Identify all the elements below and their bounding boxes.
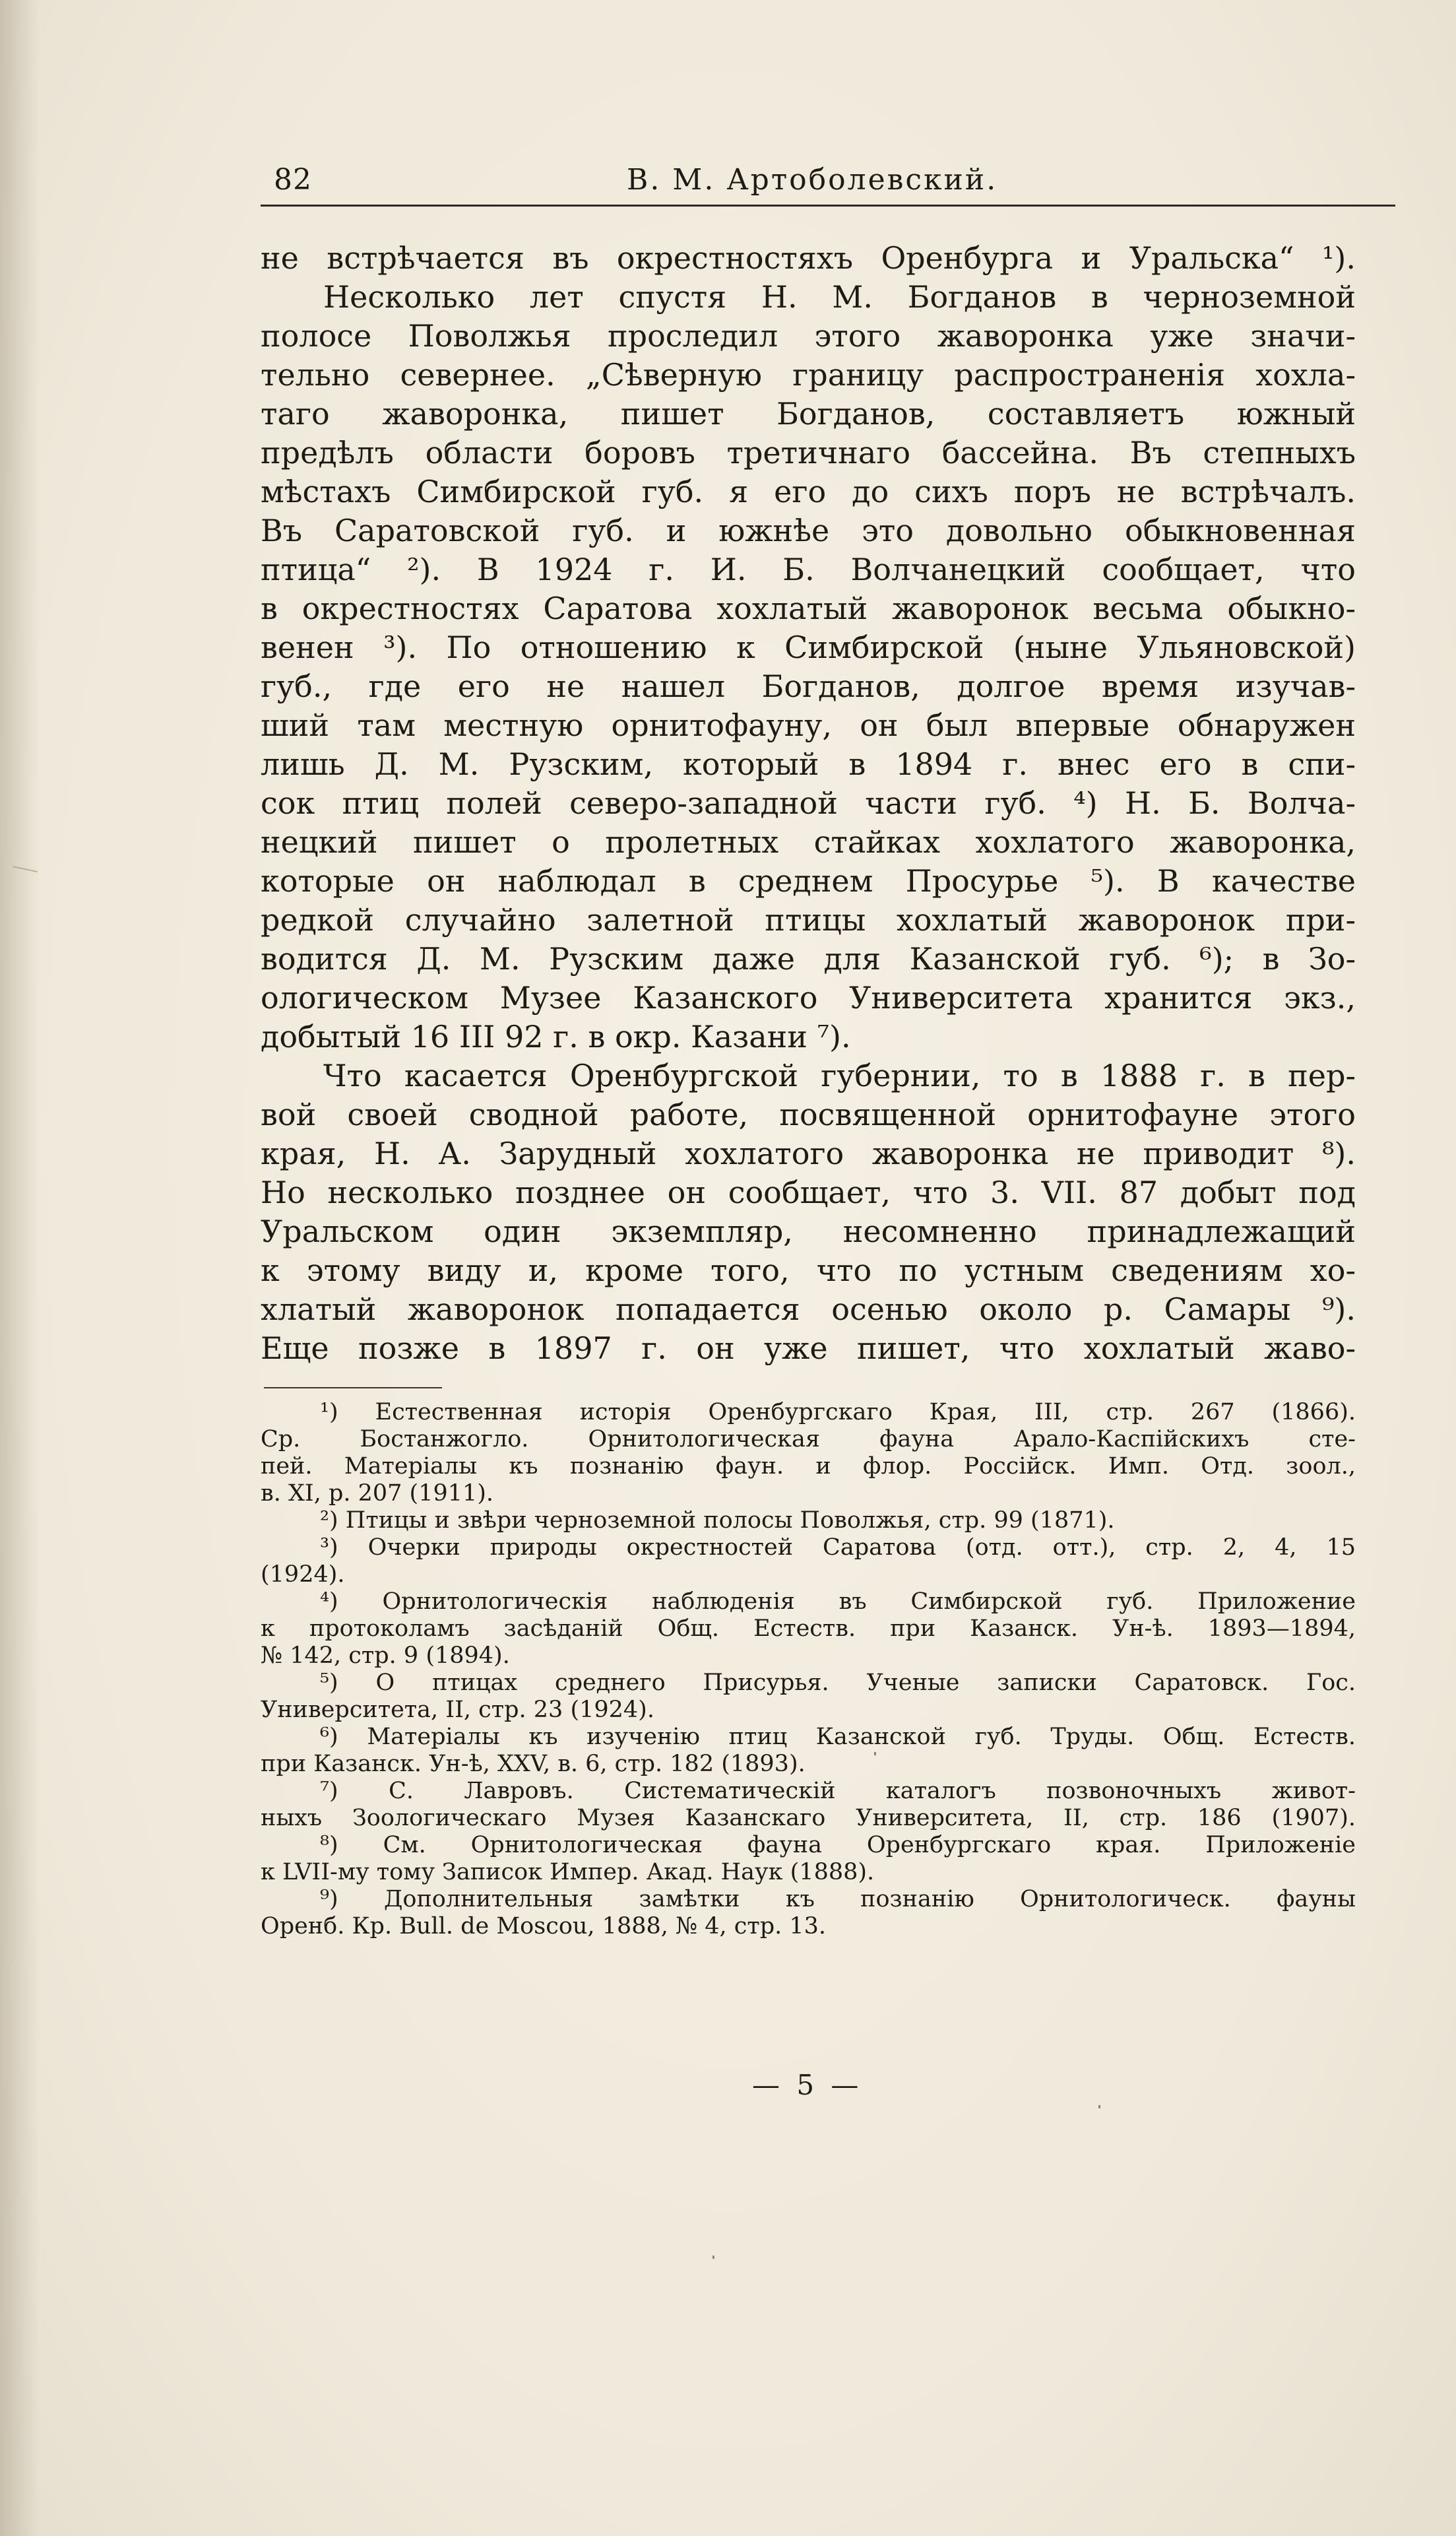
footnote-line: при Казанск. Ун-ѣ, XXV, в. 6, стр. 182 (1893). xyxy=(261,1751,806,1777)
body-line: не встрѣчается въ окрестностяхъ Оренбурга и Уральска“ ¹). xyxy=(261,240,1356,276)
footnote-line: к протоколамъ засѣданій Общ. Естеств. при Казанск. Ун-ѣ. 1893—1894, xyxy=(261,1615,1356,1642)
footnote-line: (1924). xyxy=(261,1561,345,1588)
body-line: Еще позже в 1897 г. он уже пишет, что хохлатый жаво- xyxy=(261,1330,1356,1366)
body-line: ший там местную орнитофауну, он был впервые обнаружен xyxy=(261,707,1356,743)
body-line: хлатый жаворонок попадается осенью около р. Самары ⁹). xyxy=(261,1291,1356,1327)
footnote-line: ⁵) О птицах среднего Присурья. Ученые записки Саратовск. Гос. xyxy=(320,1670,1356,1696)
body-line: которые он наблюдал в среднем Просурье ⁵). В качестве xyxy=(261,863,1356,899)
ink-speck xyxy=(874,1752,876,1755)
ink-speck xyxy=(712,2256,714,2259)
footnote-line: Университета, II, стр. 23 (1924). xyxy=(261,1697,654,1723)
footnote-line: № 142, стр. 9 (1894). xyxy=(261,1642,510,1669)
body-line: венен ³). По отношению к Симбирской (ныне Ульяновской) xyxy=(261,630,1356,665)
body-line: предѣлъ области боровъ третичнаго бассейна. Въ степныхъ xyxy=(261,435,1356,471)
body-line: добытый 16 III 92 г. в окр. Казани ⁷). xyxy=(261,1019,851,1055)
page-header xyxy=(261,155,1395,207)
ink-speck xyxy=(1098,2105,1100,2108)
footnote-line: пей. Матеріалы къ познанію фаун. и флор. Россійск. Имп. Отд. зоол., xyxy=(261,1453,1356,1479)
body-line: лишь Д. М. Рузским, который в 1894 г. внес его в спи- xyxy=(261,746,1356,782)
body-line: к этому виду и, кроме того, что по устным сведениям хо- xyxy=(261,1252,1356,1288)
footnote-line: ¹) Естественная исторія Оренбургскаго Края, III, стр. 267 (1866). xyxy=(320,1399,1356,1425)
body-line: водится Д. М. Рузским даже для Казанской губ. ⁶); в Зо- xyxy=(261,941,1356,977)
body-line: Уральском один экземпляр, несомненно принадлежащий xyxy=(261,1214,1356,1249)
footnote-line: ³) Очерки природы окрестностей Саратова (отд. отт.), стр. 2, 4, 15 xyxy=(320,1534,1356,1561)
body-text xyxy=(261,239,1356,1368)
body-line: Несколько лет спустя Н. М. Богданов в черноземной xyxy=(323,279,1356,315)
page-number: 82 xyxy=(274,163,312,197)
body-line: в окрестностях Саратова хохлатый жаворонок весьма обыкно- xyxy=(261,591,1356,626)
body-line: Но несколько позднее он сообщает, что 3. VII. 87 добыт под xyxy=(261,1175,1356,1210)
body-line: Въ Саратовской губ. и южнѣе это довольно обыкновенная xyxy=(261,513,1356,548)
body-line: Что касается Оренбургской губернии, то в 1888 г. в пер- xyxy=(323,1058,1356,1093)
body-line: края, Н. А. Зарудный хохлатого жаворонка не приводит ⁸). xyxy=(261,1136,1356,1171)
body-line: птица“ ²). В 1924 г. И. Б. Волчанецкий сообщает, что xyxy=(261,552,1356,587)
body-line: нецкий пишет о пролетных стайках хохлатого жаворонка, xyxy=(261,824,1356,860)
body-line: мѣстахъ Симбирской губ. я его до сихъ поръ не встрѣчалъ. xyxy=(261,474,1356,509)
body-line: редкой случайно залетной птицы хохлатый жаворонок при- xyxy=(261,902,1356,938)
footnote-line: ⁹) Дополнительныя замѣтки къ познанію Орнитологическ. фауны xyxy=(320,1886,1356,1912)
body-line: полосе Поволжья проследил этого жаворонка уже значи- xyxy=(261,318,1356,354)
footnote-line: ныхъ Зоологическаго Музея Казанскаго Университета, II, стр. 186 (1907). xyxy=(261,1805,1356,1831)
footnote-line: Ср. Бостанжогло. Орнитологическая фауна Арало-Каспійскихъ сте- xyxy=(261,1426,1356,1452)
body-line: ологическом Музее Казанского Университета хранится экз., xyxy=(261,980,1356,1016)
folio: — 5 — xyxy=(752,2069,863,2101)
footnote-line: ⁶) Матеріалы къ изученію птиц Казанской губ. Труды. Общ. Естеств. xyxy=(320,1724,1356,1750)
footnote-line: ²) Птицы и звѣри черноземной полосы Поволжья, стр. 99 (1871). xyxy=(320,1507,1115,1534)
body-line: губ., где его не нашел Богданов, долгое время изучав- xyxy=(261,668,1356,704)
body-line: сок птиц полей северо-западной части губ. ⁴) Н. Б. Волча- xyxy=(261,785,1356,821)
footnote-line: к LVII-му тому Записок Импер. Акад. Наук (1888). xyxy=(261,1859,875,1885)
running-head: В. М. Артоболевский. xyxy=(627,163,998,197)
footnote-line: ⁴) Орнитологическія наблюденія въ Симбирской губ. Приложение xyxy=(320,1588,1356,1615)
footnote-rule xyxy=(264,1387,442,1388)
footnote-line: Оренб. Кр. Bull. de Moscou, 1888, № 4, стр. 13. xyxy=(261,1913,827,1939)
footnote-line: ⁷) С. Лавровъ. Систематическій каталогъ позвоночныхъ живот- xyxy=(320,1778,1356,1804)
body-line: таго жаворонка, пишет Богданов, составляетъ южный xyxy=(261,396,1356,432)
footnotes xyxy=(261,1399,1356,1940)
footnote-line: в. XI, р. 207 (1911). xyxy=(261,1480,494,1507)
body-line: тельно севернее. „Сѣверную границу распространенія хохла- xyxy=(261,357,1356,393)
body-line: вой своей сводной работе, посвященной орнитофауне этого xyxy=(261,1097,1356,1132)
binding-shadow xyxy=(0,0,40,2536)
footnote-line: ⁸) См. Орнитологическая фауна Оренбургскаго края. Приложеніе xyxy=(320,1832,1356,1858)
